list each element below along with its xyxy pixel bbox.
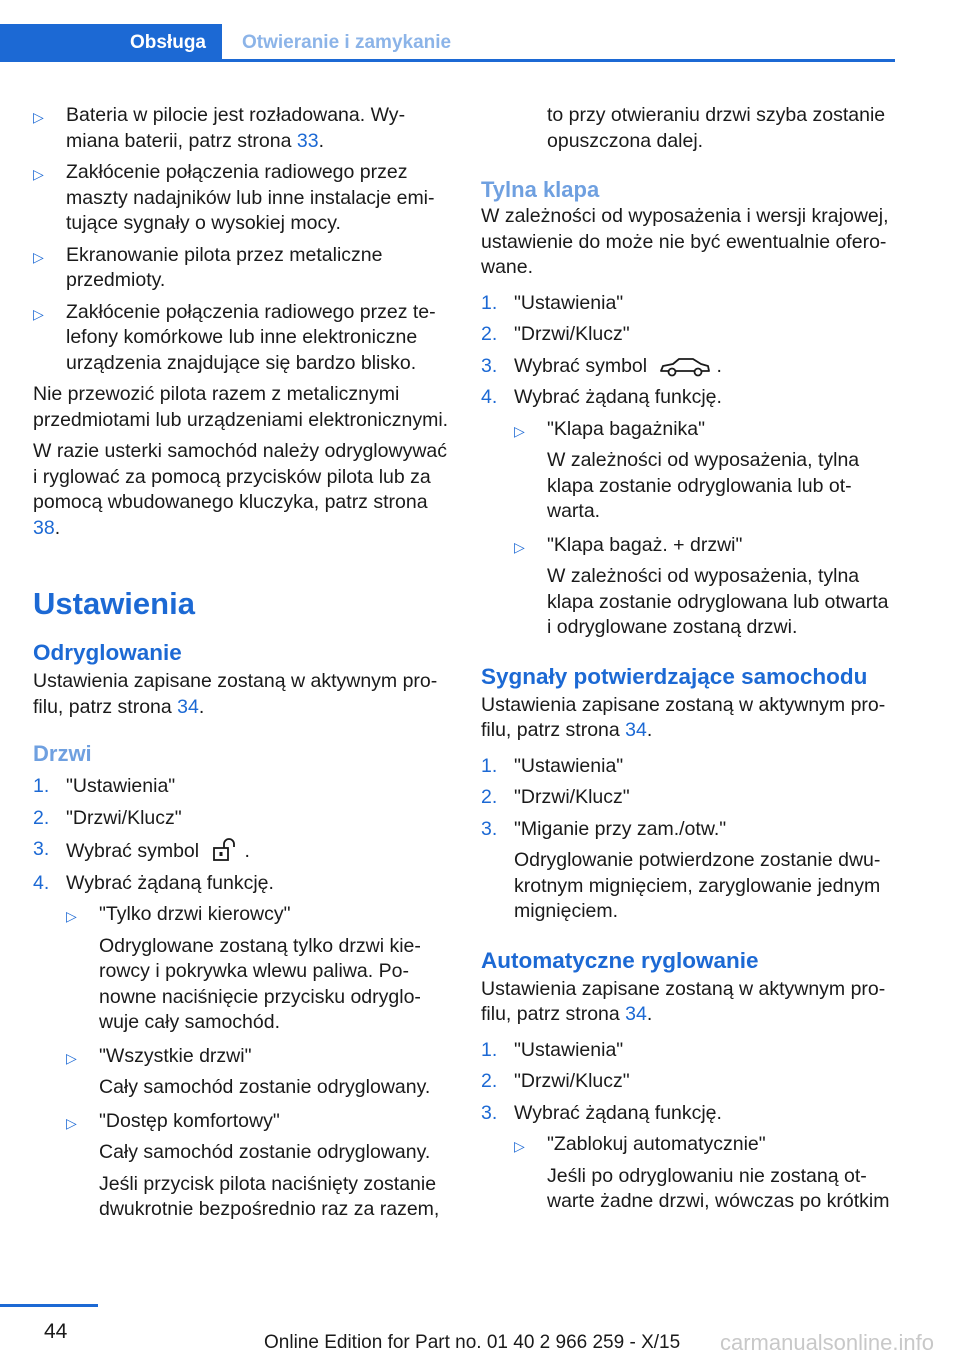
list-item: 3. Wybrać symbol . — [481, 354, 722, 377]
page-link-34[interactable]: 34 — [625, 1003, 647, 1025]
list-item: ▷ "Klapa bagaż. + drzwi" W zależności od wyposażenia, tylna klapa zostanie odryglowana lub otwarta i odryglowane zostaną drzwi. — [514, 533, 889, 638]
page-link-38[interactable]: 38 — [33, 516, 55, 539]
triangle-bullet-icon: ▷ — [66, 908, 77, 924]
drzwi-steps — [33, 774, 449, 1223]
list-item: ▷ Zakłócenie połączenia radiowego przez maszty nadajników lub inne instalacje emitujące sygnały o wysokiej mocy. — [33, 161, 435, 234]
paragraph: Ustawienia zapisane zostaną w aktywnym profilu, patrz strona 34. — [481, 693, 886, 741]
unlock-icon — [211, 837, 239, 863]
sygnaly-steps — [481, 754, 897, 925]
chapter-header — [0, 24, 895, 62]
list-item: 4. Wybrać żądaną funkcję. ▷ "Tylko drzwi kierowcy" Odryglowane zostaną tylko drzwi kierowcy i pokrywka wlewu paliwa. Ponowne naciśnięcie przycisku odryglowuje cały samochód. ▷ "Wszystkie drzwi" Cały samochód zostanie odryglowany. ▷ "Dostęp komfortowy" Cały samochód zostanie odryglowany. Jeśli przycisk pilota naciśnięty zostanie dwukrotnie bezpośrednio raz za razem, — [33, 871, 449, 1223]
watermark: carmanualsonline.info — [719, 1330, 934, 1355]
auto-options — [514, 1132, 897, 1215]
list-item: ▷ Ekranowanie pilota przez metaliczne przedmioty. — [33, 243, 383, 291]
list-item: 2. "Drzwi/Klucz" — [33, 806, 182, 829]
list-item: 2. "Drzwi/Klucz" — [481, 1070, 630, 1092]
heading-automatyczne-ryglowanie: Automatyczne ryglowanie — [481, 947, 759, 973]
continued-text: to przy otwieraniu drzwi szyba zostanie opuszczona dalej. — [547, 104, 886, 152]
page-number: 44 — [44, 1320, 68, 1343]
fault-causes-list — [33, 103, 449, 376]
footer-rule — [0, 1304, 98, 1307]
paragraph: Ustawienia zapisane zostaną w aktywnym profilu, patrz strona 34. — [481, 977, 886, 1025]
triangle-bullet-icon: ▷ — [66, 1049, 77, 1066]
list-item: 2. "Drzwi/Klucz" — [481, 786, 630, 808]
triangle-bullet-icon: ▷ — [514, 422, 525, 439]
left-column — [33, 103, 449, 1231]
list-item: 1. "Ustawienia" — [481, 754, 624, 777]
paragraph: Ustawienia zapisane zostaną w aktywnym profilu, patrz strona 34. — [33, 670, 438, 718]
triangle-bullet-icon: ▷ — [33, 248, 44, 265]
edition-text: Online Edition for Part no. 01 40 2 966 259 - X/15 — [264, 1332, 681, 1353]
paragraph: W razie usterki samochód należy odryglowywać i ryglować za pomocą przycisków pilota lub za pomocą wbudowanego kluczyka, patrz strona 38. — [33, 440, 447, 539]
list-item: 2. "Drzwi/Klucz" — [481, 323, 630, 345]
list-item: ▷ "Tylko drzwi kierowcy" Odryglowane zostaną tylko drzwi kierowcy i pokrywka wlewu paliwa. Ponowne naciśnięcie przycisku odryglowuje cały samochód. — [66, 903, 421, 1033]
paragraph: Nie przewozić pilota razem z metalicznymi przedmiotami lub urządzeniami elektronicznymi. — [33, 383, 449, 431]
page-link-33[interactable]: 33 — [296, 129, 319, 152]
right-column — [481, 103, 897, 1223]
triangle-bullet-icon: ▷ — [33, 305, 44, 322]
triangle-bullet-icon: ▷ — [514, 1138, 525, 1154]
tab-otwieranie-i-zamykanie[interactable]: Otwieranie i zamykanie — [242, 32, 452, 53]
section-heading-ustawienia: Ustawienia — [33, 586, 195, 621]
list-item: 1. "Ustawienia" — [481, 291, 624, 314]
list-item: ▷ "Wszystkie drzwi" Cały samochód zostanie odryglowany. — [66, 1044, 431, 1098]
list-item: 1. "Ustawienia" — [481, 1038, 624, 1061]
list-item: 3. Wybrać symbol . — [33, 838, 250, 862]
car-icon — [659, 356, 711, 378]
heading-odryglowanie: Odryglowanie — [33, 640, 182, 665]
list-item: 3. "Miganie przy zam./otw." Odryglowanie potwierdzone zostanie dwukrotnym mignięciem, zaryglowanie jednym mignięciem. — [481, 817, 881, 922]
heading-drzwi: Drzwi — [33, 741, 92, 766]
triangle-bullet-icon: ▷ — [33, 166, 44, 182]
page-link-34[interactable]: 34 — [177, 695, 199, 718]
list-item: ▷ "Zablokuj automatycznie" Jeśli po odryglowaniu nie zostaną otwarte żadne drzwi, wówczas po krótkim — [514, 1133, 890, 1212]
triangle-bullet-icon: ▷ — [33, 109, 44, 125]
klapa-options — [514, 417, 897, 641]
klapa-steps — [481, 291, 897, 641]
list-item: ▷ Zakłócenie połączenia radiowego przez telefony komórkowe lub inne elektroniczne urządzenia znajdujące się bardzo blisko. — [33, 300, 436, 374]
list-item: ▷ "Klapa bagażnika" W zależności od wyposażenia, tylna klapa zostanie odryglowania lub otwarta. — [514, 417, 860, 522]
drzwi-options — [66, 902, 449, 1223]
list-item: ▷ "Dostęp komfortowy" Cały samochód zostanie odryglowany. Jeśli przycisk pilota naciśnięty zostanie dwukrotnie bezpośrednio raz za razem, — [66, 1109, 440, 1220]
tab-obsluga[interactable]: Obsługa — [0, 24, 222, 62]
auto-steps — [481, 1038, 897, 1215]
triangle-bullet-icon: ▷ — [514, 538, 525, 555]
list-item: 4. Wybrać żądaną funkcję. ▷ "Klapa bagażnika" W zależności od wyposażenia, tylna klapa zostanie odryglowania lub otwarta. ▷ "Klapa bagaż. + drzwi" W zależności od wyposażenia, tylna klapa zostanie odryglowana lub otwarta i odryglowane zostaną drzwi. — [481, 385, 897, 641]
heading-sygnaly-potwierdzajace: Sygnały potwierdzające samochodu — [481, 663, 868, 689]
triangle-bullet-icon: ▷ — [66, 1114, 77, 1131]
heading-tylna-klapa: Tylna klapa — [481, 177, 600, 202]
list-item: 3. Wybrać żądaną funkcję. ▷ "Zablokuj automatycznie" Jeśli po odryglowaniu nie zostaną otwarte żadne drzwi, wówczas po krótkim — [481, 1101, 897, 1215]
page-link-34[interactable]: 34 — [625, 719, 647, 741]
list-item: ▷ Bateria w pilocie jest rozładowana. Wymiana baterii, patrz strona 33. — [33, 104, 406, 152]
paragraph: W zależności od wyposażenia i wersji krajowej, ustawienie do może nie być ewentualnie oferowane. — [481, 205, 889, 278]
list-item: 1. "Ustawienia" — [33, 775, 176, 797]
